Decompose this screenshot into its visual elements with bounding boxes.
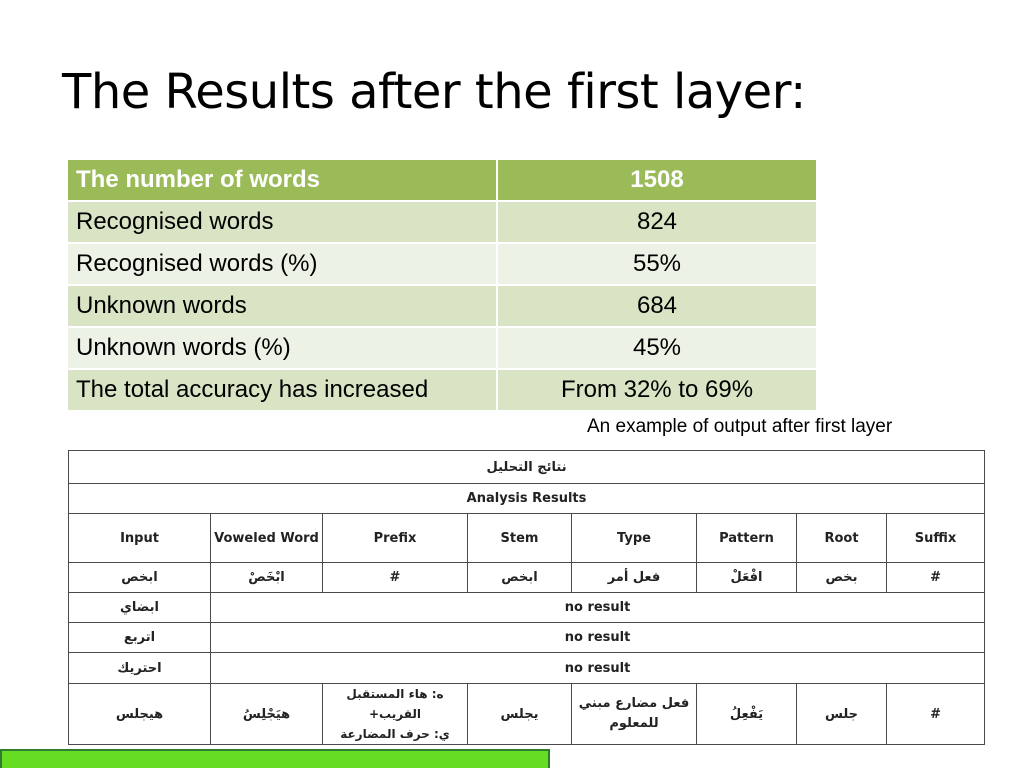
row-label: Unknown words (%) xyxy=(67,327,497,369)
table-row xyxy=(67,369,817,411)
cell-no-result: no result xyxy=(211,593,985,623)
cell-stem: يجلس xyxy=(468,684,572,745)
row-value: 45% xyxy=(497,327,817,369)
column-header-root: Root xyxy=(797,514,887,563)
cell-prefix: # xyxy=(323,563,468,593)
cell-type: فعل أمر xyxy=(572,563,697,593)
cell-input: اتربع xyxy=(69,623,211,653)
cell-no-result: no result xyxy=(211,653,985,684)
table-row xyxy=(69,451,985,484)
cell-type xyxy=(572,684,697,745)
cell-suffix: # xyxy=(887,684,985,745)
row-label: The number of words xyxy=(67,159,497,201)
cell-stem: ابخص xyxy=(468,563,572,593)
cell-suffix: # xyxy=(887,563,985,593)
row-value: 55% xyxy=(497,243,817,285)
row-value: From 32% to 69% xyxy=(497,369,817,411)
analysis-title: Analysis Results xyxy=(69,484,985,514)
table-row xyxy=(69,684,985,745)
cell-input: ابضاي xyxy=(69,593,211,623)
cell-input: هيجلس xyxy=(69,684,211,745)
row-label: Recognised words xyxy=(67,201,497,243)
table-row xyxy=(67,327,817,369)
row-value: 824 xyxy=(497,201,817,243)
summary-table xyxy=(66,158,818,412)
table-row xyxy=(67,243,817,285)
table-row xyxy=(69,653,985,684)
column-header-prefix: Prefix xyxy=(323,514,468,563)
table-row xyxy=(67,159,817,201)
example-caption: An example of output after first layer xyxy=(587,416,893,437)
table-row xyxy=(69,593,985,623)
table-row xyxy=(67,285,817,327)
column-header-input: Input xyxy=(69,514,211,563)
column-header-stem: Stem xyxy=(468,514,572,563)
column-header-pattern: Pattern xyxy=(697,514,797,563)
cell-prefix xyxy=(323,684,468,745)
cell-input: احتريك xyxy=(69,653,211,684)
cell-voweled-word: هيَجْلِسُ xyxy=(211,684,323,745)
header-row xyxy=(69,514,985,563)
cell-root: جلس xyxy=(797,684,887,745)
cell-voweled-word: ابْخَصْ xyxy=(211,563,323,593)
column-header-suffix: Suffix xyxy=(887,514,985,563)
table-row xyxy=(69,623,985,653)
row-value: 684 xyxy=(497,285,817,327)
cell-no-result: no result xyxy=(211,623,985,653)
green-bar xyxy=(0,749,550,768)
column-header-voweled-word: Voweled Word xyxy=(211,514,323,563)
table-row xyxy=(69,563,985,593)
cell-pattern: افْعَلْ xyxy=(697,563,797,593)
type-line: للمعلوم xyxy=(609,716,659,731)
table-row xyxy=(69,484,985,514)
prefix-line: ي: حرف المضارعة xyxy=(340,727,450,741)
table-row xyxy=(67,201,817,243)
cell-pattern: يَفْعِلُ xyxy=(697,684,797,745)
prefix-line: ه: هاء المستقبل القريب+ xyxy=(346,687,444,721)
cell-input: ابخص xyxy=(69,563,211,593)
row-value: 1508 xyxy=(497,159,817,201)
cell-root: بخص xyxy=(797,563,887,593)
analysis-results-table xyxy=(68,450,985,745)
row-label: The total accuracy has increased xyxy=(67,369,497,411)
row-label: Recognised words (%) xyxy=(67,243,497,285)
analysis-title-arabic: نتائج التحليل xyxy=(69,451,985,484)
slide-title: The Results after the first layer: xyxy=(62,64,806,120)
column-header-type: Type xyxy=(572,514,697,563)
type-line: فعل مضارع مبني xyxy=(578,696,690,711)
row-label: Unknown words xyxy=(67,285,497,327)
